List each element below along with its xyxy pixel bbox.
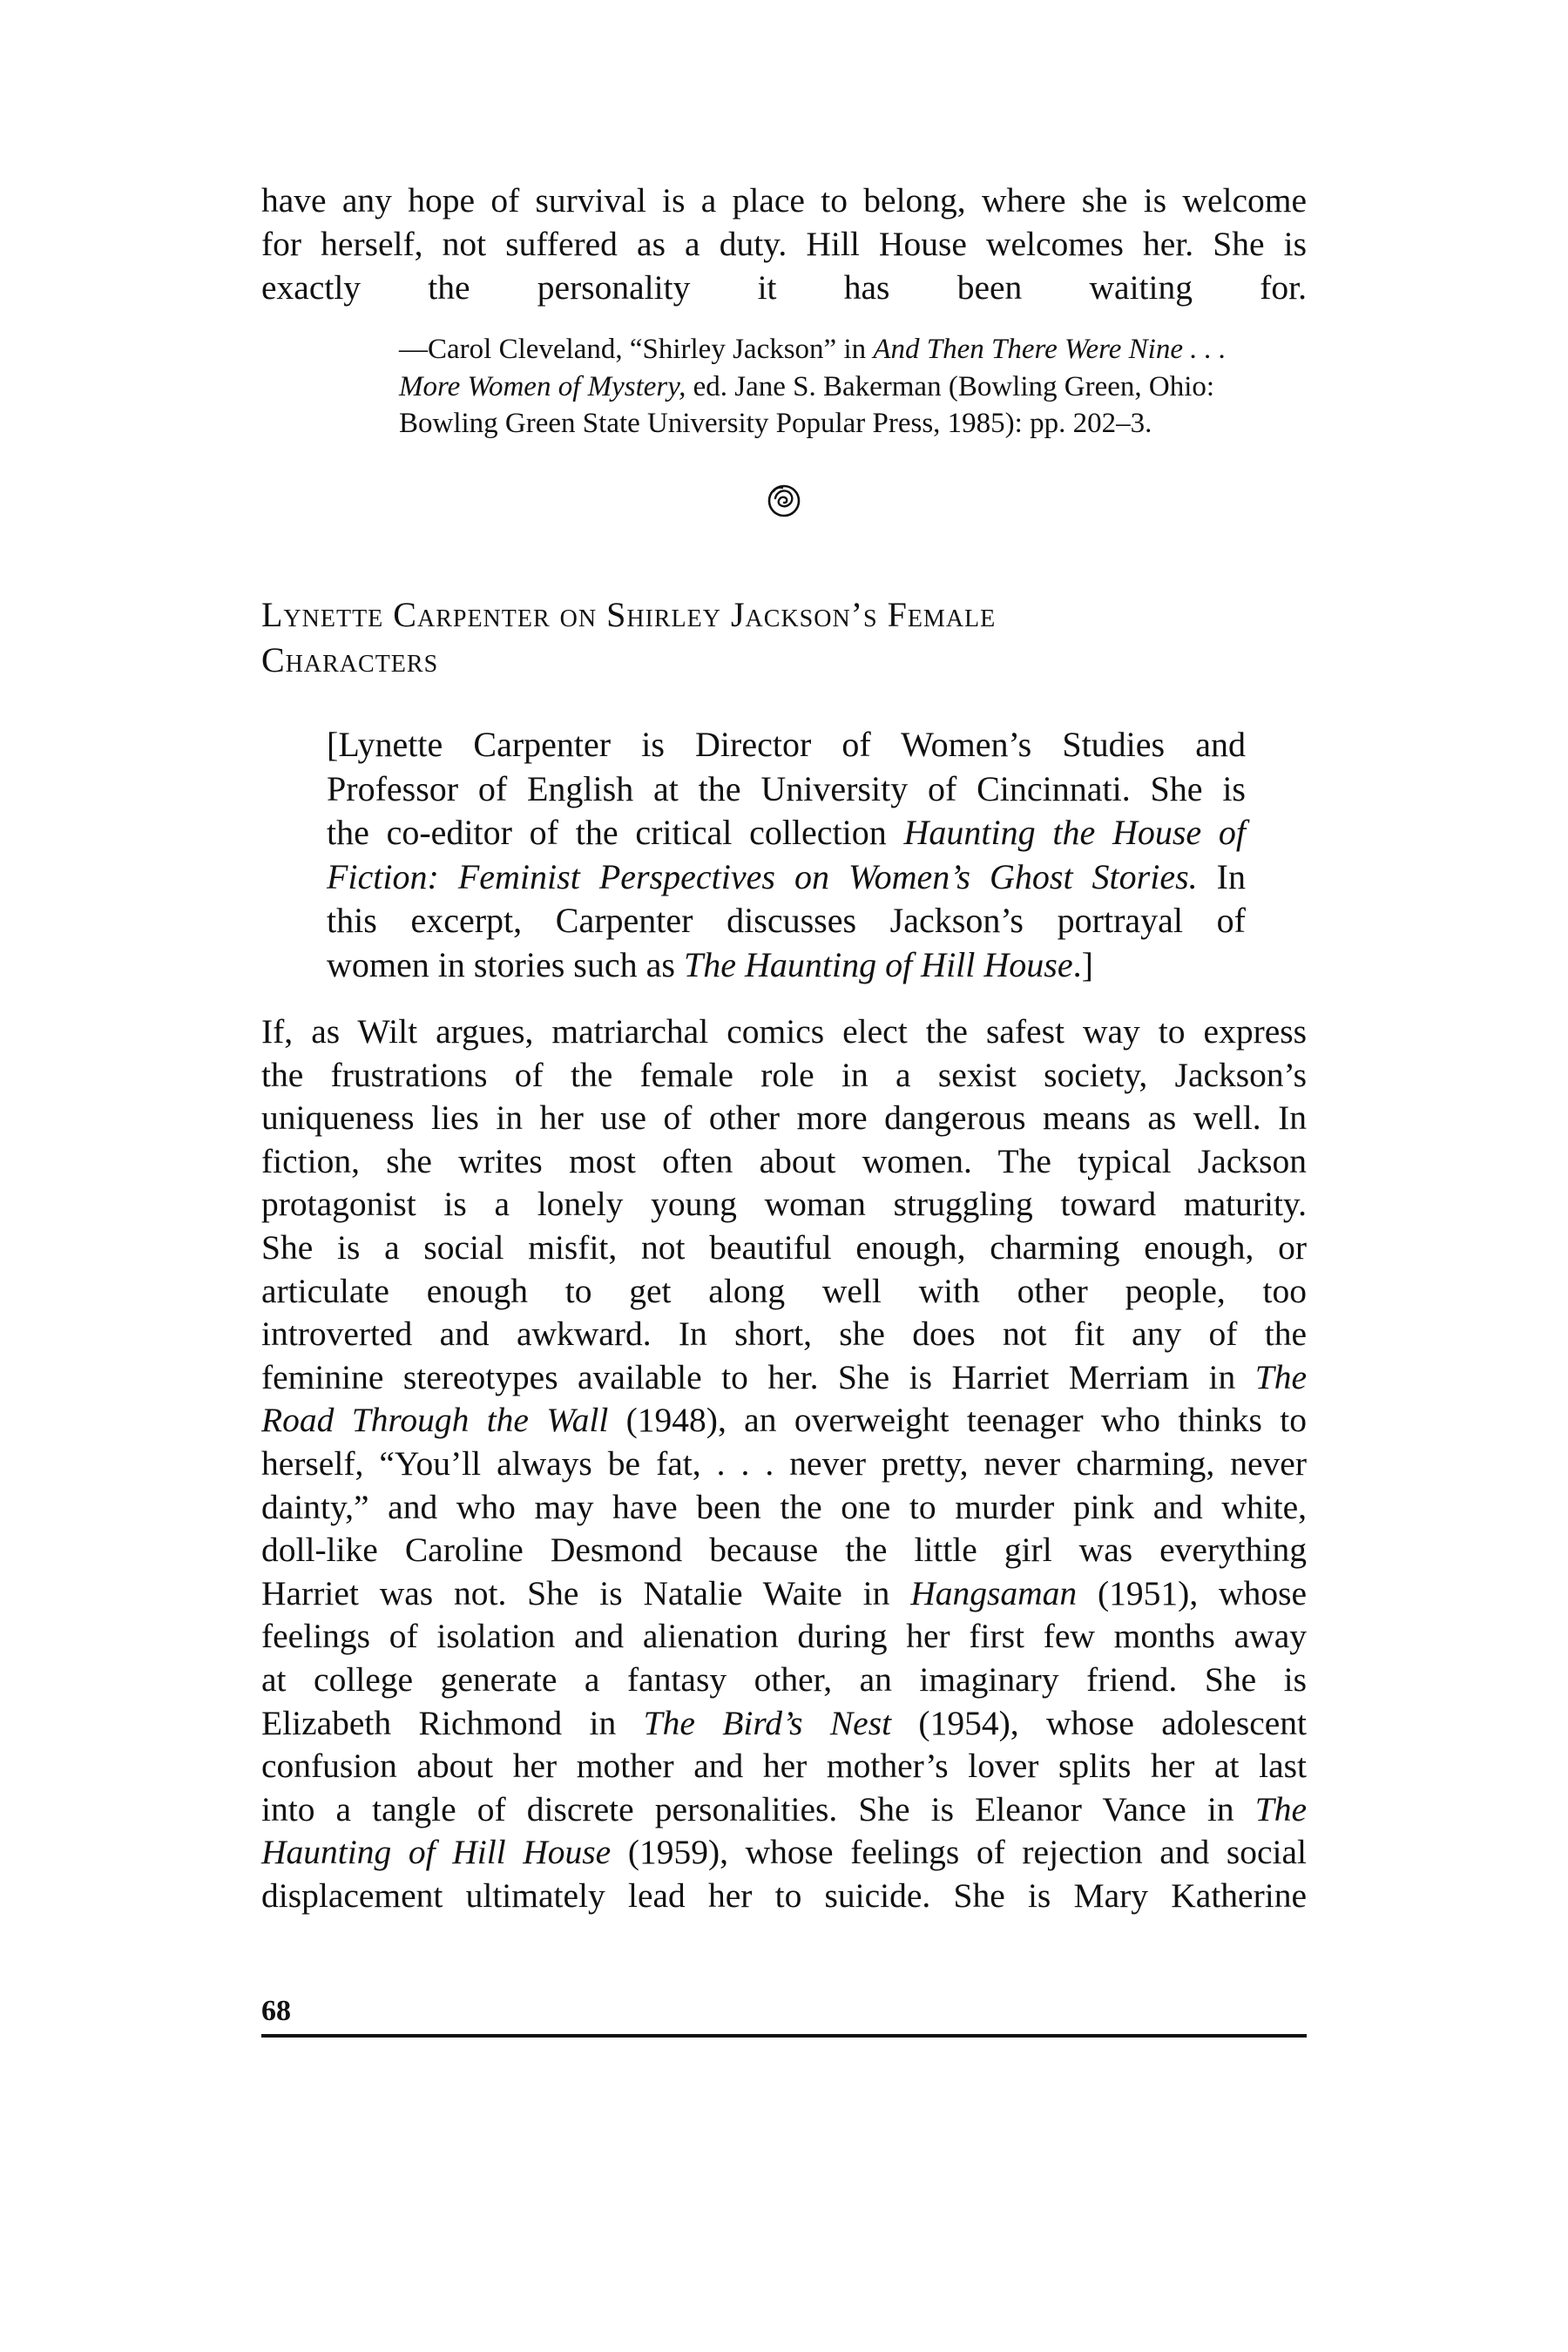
intro-line: women in stories such as The Haunting of Hill House.] — [327, 944, 1093, 984]
body-line: displacement ultimately lead her to suicide. She is Mary Katherine — [261, 1876, 1307, 1915]
body-line: feelings of isolation and alienation during her first few months away — [261, 1617, 1307, 1656]
text-line: have any hope of survival is a place to belong, where she is welcome — [261, 181, 1307, 220]
body-line: confusion about her mother and her mother’s lover splits her at last — [261, 1747, 1307, 1786]
intro-line: this excerpt, Carpenter discusses Jackson’s portrayal of — [327, 901, 1246, 940]
intro-line: [Lynette Carpenter is Director of Women’s Studies and — [327, 725, 1246, 764]
page-number: 68 — [261, 1995, 291, 2027]
body-line: uniqueness lies in her use of other more dangerous means as well. In — [261, 1098, 1307, 1138]
body-line: dainty,” and who may have been the one to murder pink and white, — [261, 1487, 1307, 1526]
body-line: introverted and awkward. In short, she does not fit any of the — [261, 1315, 1307, 1354]
text-line: exactly the personality it has been waiting for. — [261, 268, 1307, 307]
citation — [399, 331, 1307, 443]
fleuron-ornament-icon — [763, 479, 805, 521]
body-line: feminine stereotypes available to her. She is Harriet Merriam in The — [261, 1357, 1307, 1396]
body-line: Elizabeth Richmond in The Bird’s Nest (1954), whose adolescent — [261, 1703, 1308, 1742]
body-line: fiction, she writes most often about women. The typical Jackson — [261, 1141, 1307, 1180]
body-line: into a tangle of discrete personalities. She is Eleanor Vance in The — [261, 1789, 1307, 1828]
body-line: articulate enough to get along well with other people, too — [261, 1271, 1307, 1310]
body-line: She is a social misfit, not beautiful enough, charming enough, or — [261, 1227, 1307, 1267]
body-line: Haunting of Hill House (1959), whose feelings of rejection and social — [261, 1833, 1307, 1872]
body-line: herself, “You’ll always be fat, . . . never pretty, never charming, never — [261, 1443, 1307, 1483]
body-line: Harriet was not. She is Natalie Waite in Hangsaman (1951), whose — [261, 1573, 1307, 1612]
citation-line: More Women of Mystery, ed. Jane S. Bakerman (Bowling Green, Ohio: — [399, 370, 1215, 402]
intro-line: Fiction: Feminist Perspectives on Women’s Ghost Stories. In — [327, 856, 1246, 896]
intro-line: the co-editor of the critical collection Haunting the House of — [327, 813, 1246, 852]
top-paragraph — [261, 179, 1307, 309]
section-heading — [261, 592, 1307, 683]
body-line: the frustrations of the female role in a sexist society, Jackson’s — [261, 1055, 1307, 1094]
section-heading-line: Characters — [261, 640, 439, 679]
body-line: If, as Wilt argues, matriarchal comics elect the safest way to express — [261, 1012, 1307, 1051]
section-heading-line: Lynette Carpenter on Shirley Jackson’s Female — [261, 595, 997, 634]
body-paragraph — [261, 1010, 1307, 1917]
body-line: Road Through the Wall (1948), an overweight teenager who thinks to — [261, 1401, 1307, 1440]
citation-line: —Carol Cleveland, “Shirley Jackson” in And Then There Were Nine . . . — [399, 334, 1227, 365]
intro-line: Professor of English at the University of Cincinnati. She is — [327, 768, 1246, 808]
footer-rule — [261, 2034, 1307, 2038]
text-line: for herself, not suffered as a duty. Hill House welcomes her. She is — [261, 225, 1307, 263]
editorial-intro — [327, 723, 1246, 987]
citation-line: Bowling Green State University Popular Press, 1985): pp. 202–3. — [399, 408, 1152, 439]
body-line: at college generate a fantasy other, an imaginary friend. She is — [261, 1659, 1307, 1699]
body-line: doll-like Caroline Desmond because the little girl was everything — [261, 1531, 1307, 1570]
body-line: protagonist is a lonely young woman struggling toward maturity. — [261, 1185, 1307, 1224]
